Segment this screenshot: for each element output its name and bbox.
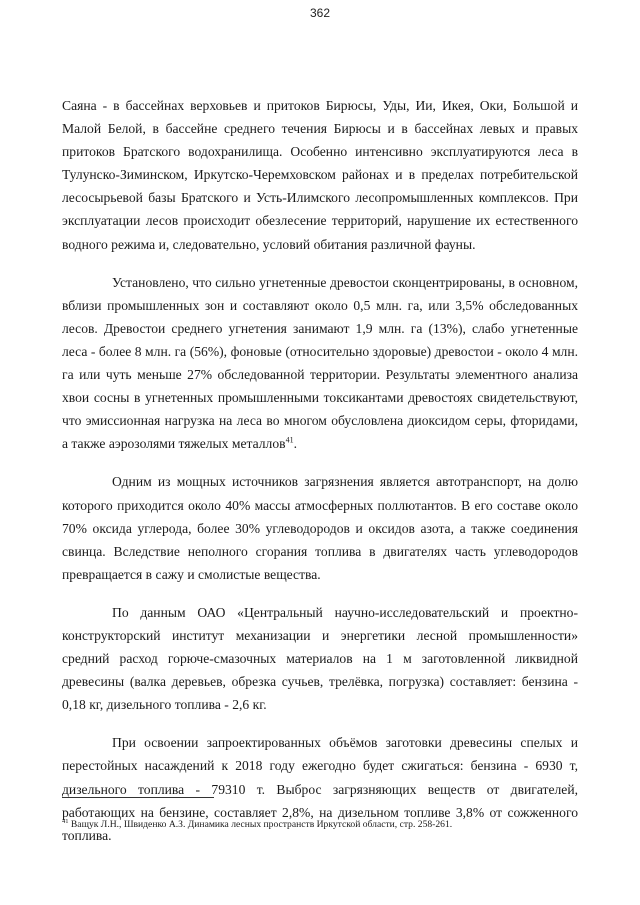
paragraph-3: Одним из мощных источников загрязнения является автотранспорт, на долю которого приходится около 40% массы атмосферных поллютантов. В его составе около 70% оксида углерода, более 30% углеводородов и оксидов азота, а также соединения свинца. Вследствие неполного сгорания топлива в двигателях часть углеводородов превращается в сажу и смолистые вещества.: [62, 474, 578, 582]
page-number: 362: [309, 6, 331, 20]
footnote-reference[interactable]: 41: [285, 435, 294, 445]
page-body: [62, 94, 578, 862]
paragraph-2: Установлено, что сильно угнетенные древостои сконцентрированы, в основном, вблизи промышленных зон и составляют около 0,5 млн. га, или 3,5% обследованных лесов. Древостои среднего угнетения занимают 1,9 млн. га (13%), слабо угнетенные леса - более 8 млн. га (56%), фоновые (относительно здоровые) древостои - около 4 млн. га или чуть меньше 27% обследованной территории. Результаты элементного анализа хвои сосны в угнетенных промышленными токсикантами древостоях свидетельствуют, что эмиссионная нагрузка на леса во многом обусловлена диоксидом серы, фторидами, а также аэрозолями тяжелых металлов$^{41}$.: [62, 274, 578, 452]
footnote-separator: [62, 797, 214, 798]
footnote-text: Ващук Л.Н., Швиденко А.З. Динамика лесных пространств Иркутской области, стр. 258-261.: [70, 819, 453, 830]
paragraph-1: Саяна - в бассейнах верховьев и притоков Бирюсы, Уды, Ии, Икея, Оки, Большой и Малой Белой, в бассейне среднего течения Бирюсы и в бассейнах левых и правых притоков Братского водохранилища. Особенно интенсивно эксплуатируются леса в Тулунско-Зиминском, Иркутско-Черемховском районах и в пределах потребительской лесосырьевой базы Братского и Усть-Илимского лесопромышленных комплексов. При эксплуатации лесов происходит обезлесение территорий, нарушение их естественного водного режима и, следовательно, условий обитания различной фауны.: [62, 98, 578, 252]
paragraph-4: По данным ОАО «Центральный научно-исследовательский и проектно-конструкторский институт механизации и энергетики лесной промышленности» средний расход горюче-смазочных материалов на 1 м заготовленной ликвидной древесины (валка деревьев, обрезка сучьев, трелёвка, погрузка) составляет: бензина - 0,18 кг, дизельного топлива - 2,6 кг.: [62, 604, 578, 713]
paragraph-5: При освоении запроектированных объёмов заготовки древесины спелых и перестойных насаждений к 2018 году ежегодно будет сжигаться: бензина - 6930 т, дизельного топлива - 79310 т. Выброс загрязняющих веществ от двигателей, работающих на бензине, составляет 2,8%, на дизельном топливе 3,8% от сожженного топлива.: [62, 735, 578, 843]
paragraph-2-text: Установлено, что сильно угнетенные древостои сконцентрированы, в основном, вблизи промышленных зон и составляют около 0,5 млн. га, или 3,5% обследованных лесов. Древостои среднего угнетения занимают 1,9 млн. га (13%), слабо угнетенные леса - более 8 млн. га (56%), фоновые (относительно здоровые) древостои - около 4 млн. га или чуть меньше 27% обследованной территории. Результаты элементного анализа хвои сосны в угнетенных промышленными токсикантами древостоях свидетельствуют, что эмиссионная нагрузка на леса во многом обусловлена диоксидом серы, фторидами, а также аэрозолями тяжелых металлов: [62, 274, 578, 452]
footnote: [62, 818, 578, 831]
footnote-number: 41: [62, 817, 69, 825]
